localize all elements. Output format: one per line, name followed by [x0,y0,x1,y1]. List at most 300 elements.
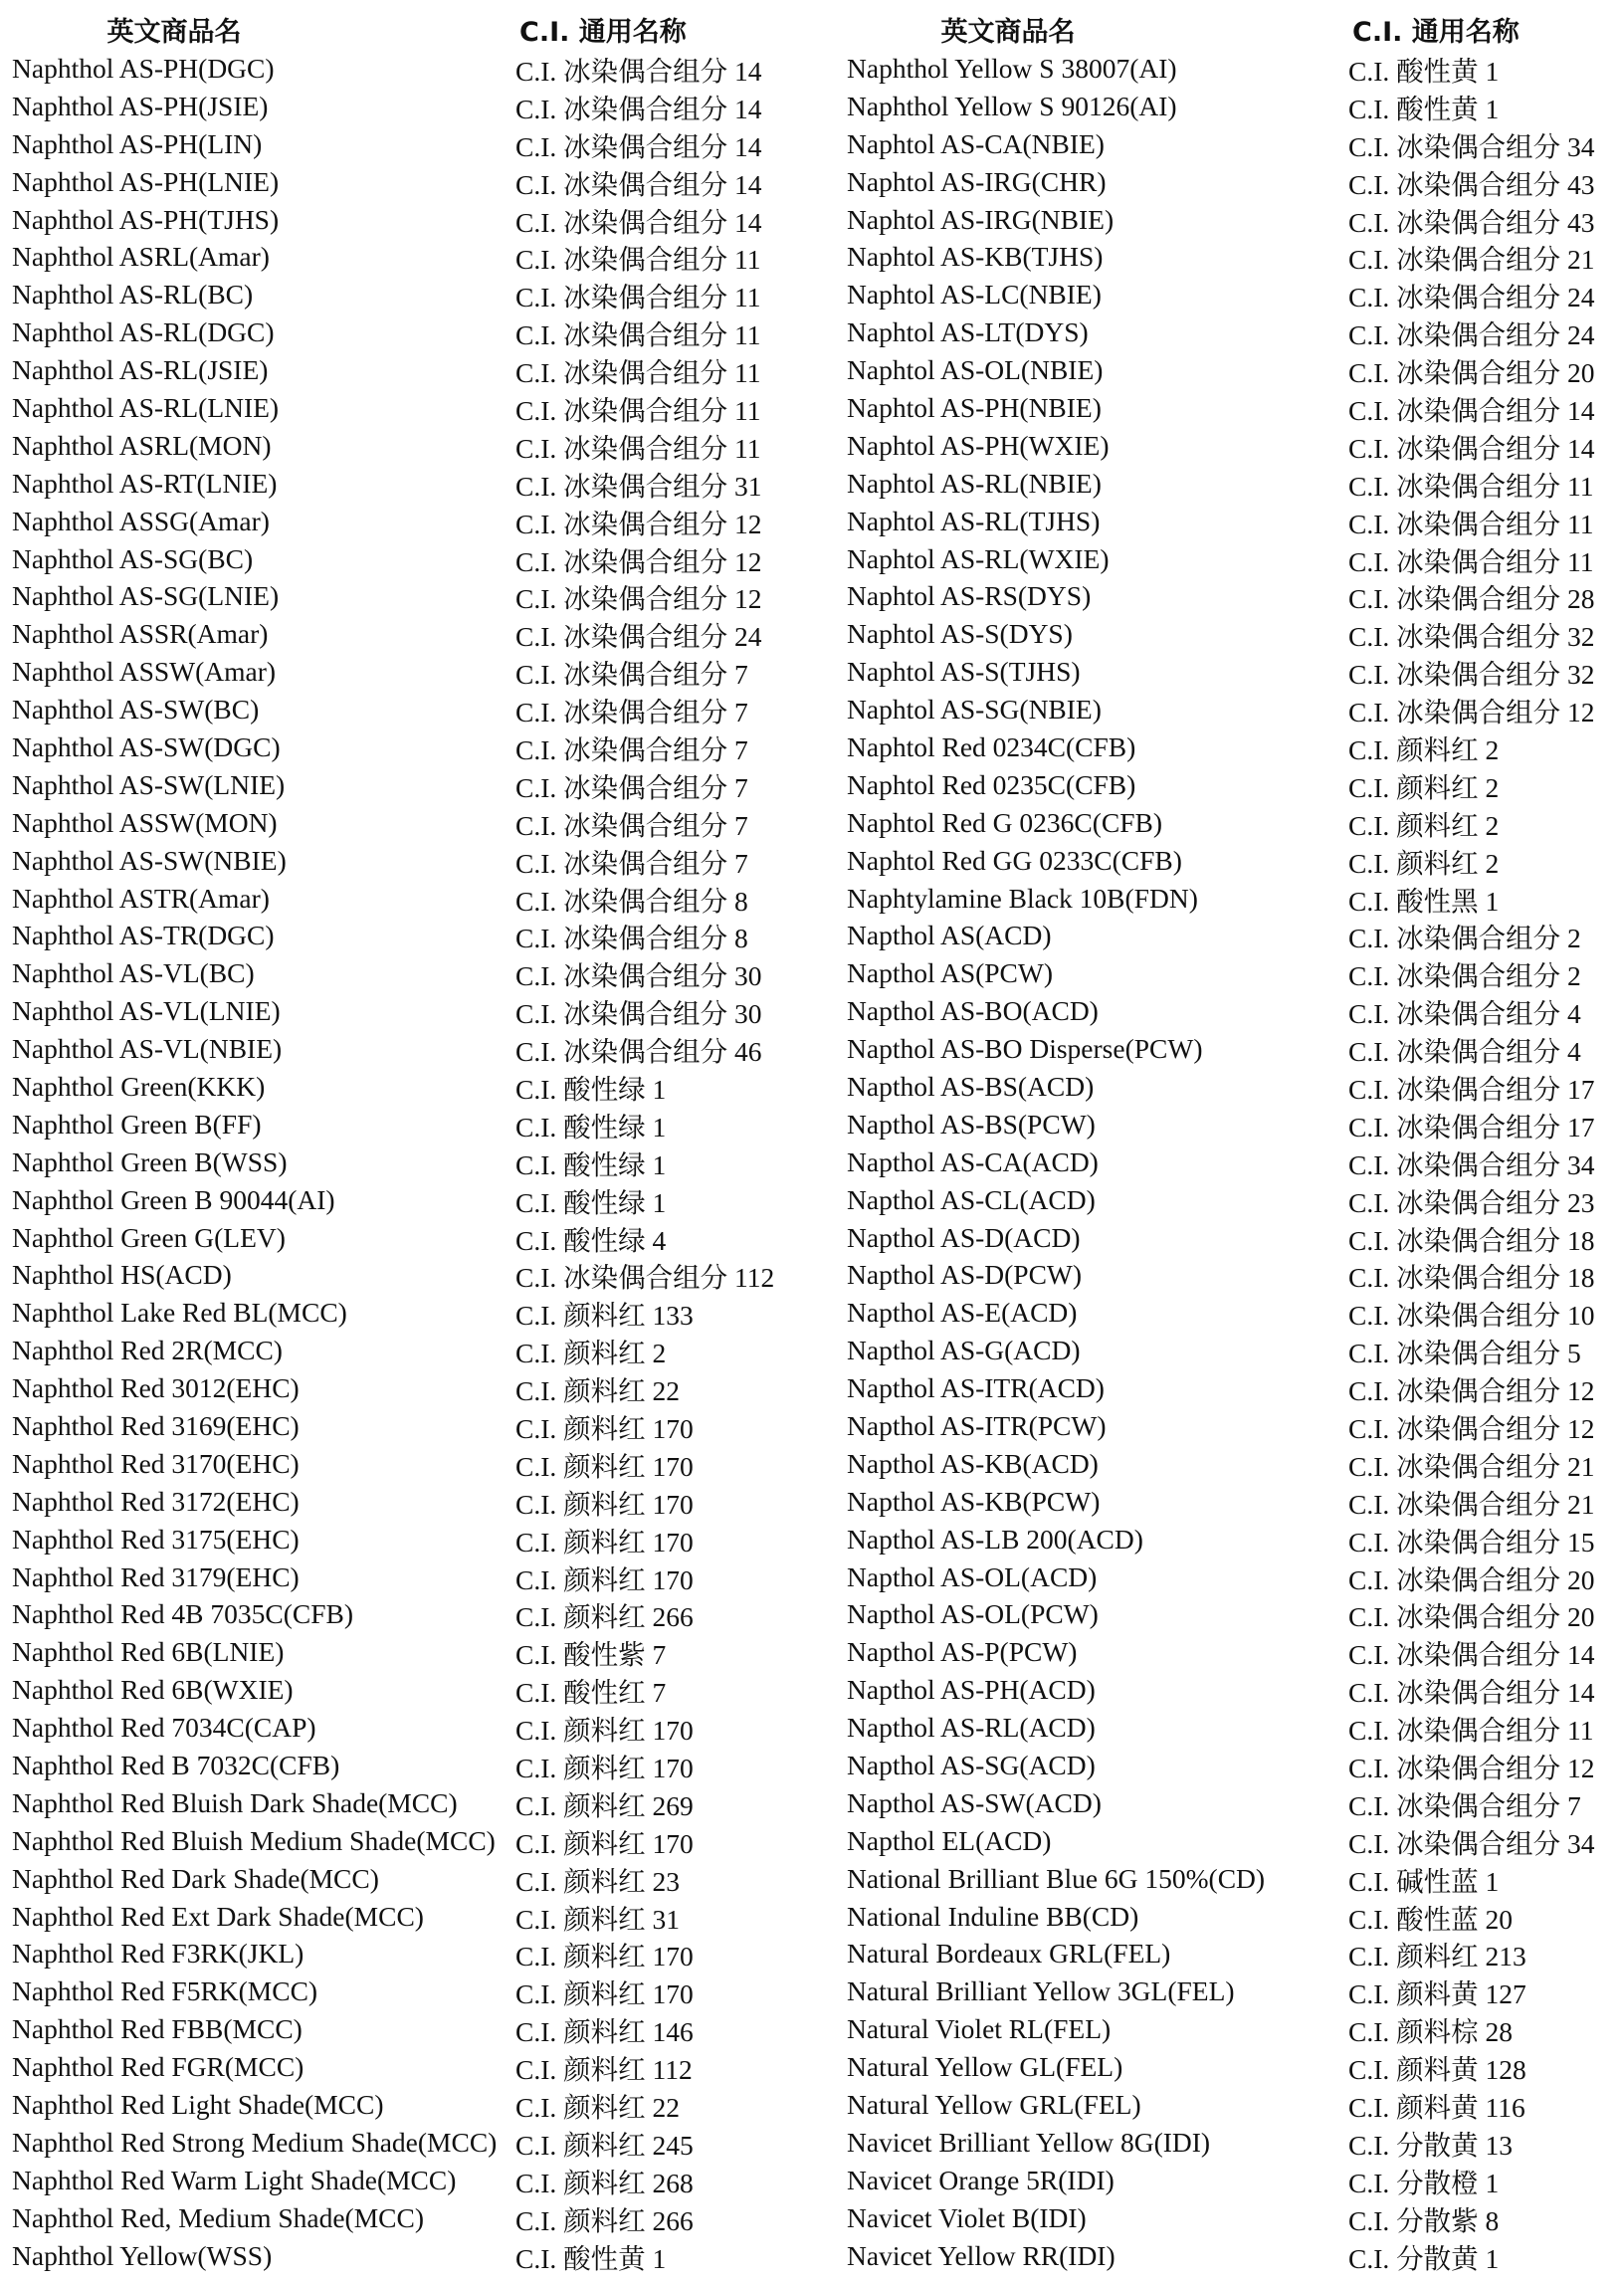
table-row [847,1709,1618,1747]
table-row [847,1596,1618,1634]
table-row [12,1294,838,1332]
table-row [12,2048,838,2086]
ci-name-cell: C.I. 颜料黄 116 [1348,2092,1525,2124]
table-row [847,1860,1618,1898]
ci-name-cell: C.I. 颜料红 170 [515,1827,694,1859]
ci-name-cell: C.I. 冰染偶合组分 11 [1348,545,1594,577]
trade-name-cell: Naphtol AS-RL(TJHS) [847,505,1101,536]
table-row [847,465,1618,503]
trade-name-cell: Naphtol AS-PH(NBIE) [847,391,1102,423]
trade-name-cell: Naphthol Red 2R(MCC) [12,1335,283,1366]
trade-name-cell: Naphthol Red F3RK(JKL) [12,1938,304,1970]
ci-name-cell: C.I. 冰染偶合组分 14 [1348,394,1595,426]
table-row [847,1633,1618,1671]
table-row [847,1407,1618,1445]
trade-name-cell: Naphthol Yellow S 90126(AI) [847,90,1177,121]
ci-name-cell: C.I. 冰染偶合组分 18 [1348,1224,1595,1256]
table-row [12,691,838,728]
trade-name-cell: Napthol AS-G(ACD) [847,1335,1081,1366]
table-row [12,1898,838,1936]
trade-name-cell: Naphthol Red Warm Light Shade(MCC) [12,2164,457,2195]
trade-name-cell: Naphthol Red Strong Medium Shade(MCC) [12,2126,498,2158]
table-row [12,615,838,653]
trade-name-cell: Naphthol ASRL(Amar) [12,241,270,273]
ci-name-cell: C.I. 冰染偶合组分 15 [1348,1526,1595,1557]
trade-name-cell: Napthol AS-PH(ACD) [847,1674,1096,1706]
ci-name-cell: C.I. 冰染偶合组分 4 [1348,1036,1581,1068]
ci-name-cell: C.I. 冰染偶合组分 20 [1348,357,1595,389]
trade-name-cell: Naphthol AS-PH(LNIE) [12,165,280,197]
trade-name-cell: Naphthol Green B(FF) [12,1108,262,1140]
ci-name-cell: C.I. 冰染偶合组分 32 [1348,621,1595,653]
trade-name-cell: Naphthol Red F5RK(MCC) [12,1975,318,2007]
ci-name-cell: C.I. 冰染偶合组分 24 [1348,282,1595,313]
ci-name-cell: C.I. 颜料红 170 [515,1941,694,1973]
trade-name-cell: Napthol AS-RL(ACD) [847,1712,1096,1744]
ci-name-cell: C.I. 颜料红 22 [515,2092,680,2124]
trade-name-cell: Naphthol AS-PH(LIN) [12,127,263,159]
table-row [12,842,838,880]
table-row [847,50,1618,88]
trade-name-cell: Naphtol AS-KB(TJHS) [847,241,1104,273]
table-row [12,1483,838,1521]
left-column [12,8,838,2275]
ci-name-cell: C.I. 颜料红 23 [515,1865,680,1897]
table-row [847,1558,1618,1596]
trade-name-cell: Napthol AS-OL(PCW) [847,1598,1099,1630]
trade-name-cell: Naphthol Yellow(WSS) [12,2239,273,2271]
trade-name-cell: Natural Yellow GL(FEL) [847,2051,1123,2083]
ci-name-cell: C.I. 冰染偶合组分 7 [515,771,748,803]
trade-name-cell: Napthol AS-CL(ACD) [847,1183,1096,1215]
trade-name-cell: Naphthol AS-RL(JSIE) [12,354,269,386]
table-row [12,2162,838,2199]
table-row [12,1445,838,1483]
ci-name-cell: C.I. 冰染偶合组分 34 [1348,1148,1595,1180]
trade-name-cell: Naphtol AS-RS(DYS) [847,580,1092,612]
ci-name-cell: C.I. 颜料红 2 [1348,847,1500,879]
ci-name-cell: C.I. 颜料黄 128 [1348,2054,1526,2086]
ci-name-cell: C.I. 冰染偶合组分 4 [1348,998,1581,1030]
trade-name-cell: Naphtol AS-OL(NBIE) [847,354,1104,386]
table-row [12,2086,838,2124]
ci-name-cell: C.I. 颜料红 2 [1348,809,1500,841]
trade-name-cell: Napthol AS-BS(ACD) [847,1070,1095,1102]
trade-name-cell: Naphthol Red 6B(LNIE) [12,1636,285,1668]
trade-name-cell: Naphthol AS-SG(LNIE) [12,580,280,612]
ci-name-cell: C.I. 颜料红 266 [515,1601,694,1633]
ci-name-cell: C.I. 冰染偶合组分 7 [515,847,748,879]
table-row [847,540,1618,578]
table-row [12,465,838,503]
table-row [12,1973,838,2010]
trade-name-cell: Naphthol AS-RL(LNIE) [12,391,280,423]
trade-name-cell: Naphthol ASSW(MON) [12,806,278,838]
trade-name-cell: Naphtylamine Black 10B(FDN) [847,882,1198,914]
ci-name-cell: C.I. 冰染偶合组分 2 [1348,923,1581,954]
trade-name-cell: Naphthol Red B 7032C(CFB) [12,1750,340,1781]
trade-name-cell: Naphthol AS-RL(BC) [12,279,254,311]
trade-name-cell: Navicet Violet B(IDI) [847,2201,1087,2233]
trade-name-cell: Napthol AS-P(PCW) [847,1636,1078,1668]
ci-name-cell: C.I. 颜料红 266 [515,2204,694,2236]
trade-name-cell: Naphthol ASRL(MON) [12,429,272,461]
table-row [12,1521,838,1558]
trade-name-cell: Napthol AS-E(ACD) [847,1297,1078,1329]
table-row [847,880,1618,918]
ci-name-cell: C.I. 冰染偶合组分 21 [1348,1488,1595,1520]
table-row [847,1747,1618,1784]
table-row [12,992,838,1030]
trade-name-cell: Napthol EL(ACD) [847,1824,1052,1856]
table-row [847,653,1618,691]
table-row [12,1407,838,1445]
ci-name-cell: C.I. 冰染偶合组分 12 [1348,1375,1595,1407]
trade-name-cell: Napthol AS-D(ACD) [847,1221,1081,1253]
table-row [847,125,1618,163]
ci-name-cell: C.I. 冰染偶合组分 21 [1348,1450,1595,1482]
ci-name-cell: C.I. 冰染偶合组分 14 [1348,432,1595,464]
table-row [847,766,1618,804]
trade-name-cell: Naphtol AS-LT(DYS) [847,316,1089,348]
table-row [12,2124,838,2162]
ci-name-cell: C.I. 冰染偶合组分 11 [1348,1715,1594,1747]
ci-name-cell: C.I. 颜料红 112 [515,2054,693,2086]
trade-name-cell: Naphthol Red 3169(EHC) [12,1410,300,1441]
trade-name-cell: Navicet Yellow RR(IDI) [847,2239,1116,2271]
ci-name-cell: C.I. 冰染偶合组分 112 [515,1262,775,1294]
ci-name-cell: C.I. 冰染偶合组分 30 [515,998,762,1030]
trade-name-cell: Navicet Orange 5R(IDI) [847,2164,1115,2195]
table-row [12,1784,838,1822]
ci-name-cell: C.I. 颜料红 2 [515,1338,667,1369]
table-row [12,503,838,540]
ci-name-cell: C.I. 酸性绿 1 [515,1074,667,1105]
ci-name-cell: C.I. 颜料红 245 [515,2129,694,2161]
table-row [847,1332,1618,1369]
trade-name-cell: Napthol AS(PCW) [847,957,1054,989]
table-row [12,2199,838,2237]
ci-name-cell: C.I. 酸性蓝 20 [1348,1903,1513,1935]
trade-name-cell: Naphtol AS-PH(WXIE) [847,429,1110,461]
table-row [847,1106,1618,1143]
ci-name-cell: C.I. 冰染偶合组分 11 [515,282,761,313]
table-row [847,1068,1618,1106]
ci-name-cell: C.I. 酸性黄 1 [515,2242,667,2274]
table-row [12,201,838,239]
ci-name-cell: C.I. 冰染偶合组分 7 [515,733,748,765]
table-row [12,917,838,954]
trade-name-cell: Naphthol ASSW(Amar) [12,656,277,688]
table-row [12,1257,838,1295]
trade-name-cell: Naphthol Red Ext Dark Shade(MCC) [12,1900,424,1932]
trade-name-cell: Naphtol Red 0234C(CFB) [847,730,1136,762]
ci-name-cell: C.I. 冰染偶合组分 24 [1348,319,1595,351]
ci-name-cell: C.I. 冰染偶合组分 14 [515,206,762,238]
trade-name-cell: Naphthol AS-PH(TJHS) [12,203,280,235]
table-row [12,163,838,201]
trade-name-cell: Naphthol AS-SW(DGC) [12,730,281,762]
ci-name-cell: C.I. 颜料红 133 [515,1300,694,1332]
table-row [12,1369,838,1407]
ci-name-cell: C.I. 冰染偶合组分 14 [515,55,762,87]
trade-name-cell: Napthol AS-D(PCW) [847,1259,1083,1291]
ci-name-cell: C.I. 颜料红 170 [515,1715,694,1747]
trade-name-cell: Natural Bordeaux GRL(FEL) [847,1938,1171,1970]
table-row [12,766,838,804]
table-row [847,1181,1618,1219]
ci-name-cell: C.I. 冰染偶合组分 11 [515,357,761,389]
trade-name-cell: Naphthol Red 4B 7035C(CFB) [12,1598,353,1630]
ci-name-cell: C.I. 冰染偶合组分 14 [515,93,762,124]
trade-name-cell: Napthol AS-SG(ACD) [847,1750,1096,1781]
ci-name-cell: C.I. 冰染偶合组分 7 [1348,1789,1581,1821]
trade-name-cell: Napthol AS-BS(PCW) [847,1108,1096,1140]
ci-name-cell: C.I. 冰染偶合组分 12 [515,508,762,539]
ci-name-cell: C.I. 颜料红 2 [1348,771,1500,803]
table-row [12,1633,838,1671]
trade-name-cell: Naphthol Red 3179(EHC) [12,1560,300,1592]
table-row [847,201,1618,239]
table-row [12,1596,838,1634]
ci-name-cell: C.I. 冰染偶合组分 17 [1348,1111,1595,1142]
trade-name-cell: Napthol AS-BO(ACD) [847,995,1099,1027]
table-row [847,1784,1618,1822]
table-row [847,615,1618,653]
trade-name-cell: Napthol AS-ITR(PCW) [847,1410,1107,1441]
table-row [12,1822,838,1860]
trade-name-cell: Naphthol AS-VL(BC) [12,957,255,989]
trade-name-cell: Naphtol AS-SG(NBIE) [847,694,1102,726]
ci-name-cell: C.I. 颜料红 170 [515,1753,694,1784]
trade-name-cell: Naphtol Red G 0236C(CFB) [847,806,1163,838]
table-row [847,276,1618,313]
trade-name-cell: Navicet Brilliant Yellow 8G(IDI) [847,2126,1211,2158]
trade-name-cell: Napthol AS-LB 200(ACD) [847,1523,1143,1555]
table-row [847,503,1618,540]
ci-name-cell: C.I. 颜料红 170 [515,1978,694,2010]
trade-name-cell: Napthol AS-KB(ACD) [847,1447,1099,1479]
table-row [847,1822,1618,1860]
ci-name-cell: C.I. 颜料红 170 [515,1526,694,1557]
table-row [847,804,1618,842]
table-row [847,1369,1618,1407]
table-row [847,2010,1618,2048]
ci-name-cell: C.I. 冰染偶合组分 14 [515,130,762,162]
table-row [12,2237,838,2275]
ci-name-cell: C.I. 冰染偶合组分 34 [1348,1827,1595,1859]
trade-name-cell: Naphthol Red 3170(EHC) [12,1447,300,1479]
table-row [847,163,1618,201]
ci-name-cell: C.I. 碱性蓝 1 [1348,1865,1500,1897]
table-row [12,50,838,88]
table-row [847,2162,1618,2199]
trade-name-cell: Naphtol AS-IRG(NBIE) [847,203,1115,235]
trade-name-cell: Naphthol Red 7034C(CAP) [12,1712,316,1744]
trade-name-cell: Natural Yellow GRL(FEL) [847,2089,1141,2121]
table-row [12,1068,838,1106]
ci-name-cell: C.I. 酸性绿 4 [515,1224,667,1256]
trade-name-cell: Naphthol Lake Red BL(MCC) [12,1297,347,1329]
trade-name-cell: Naphtol AS-S(TJHS) [847,656,1081,688]
trade-name-cell: Natural Violet RL(FEL) [847,2013,1112,2045]
trade-name-cell: National Induline BB(CD) [847,1900,1139,1932]
trade-name-cell: Naphthol AS-RL(DGC) [12,316,275,348]
trade-name-cell: Naphthol ASTR(Amar) [12,882,270,914]
ci-name-cell: C.I. 冰染偶合组分 43 [1348,168,1595,200]
trade-name-cell: Naphthol Red 3172(EHC) [12,1485,300,1517]
trade-name-cell: Naphthol ASSG(Amar) [12,505,270,536]
table-row [12,1671,838,1709]
trade-name-cell: Naphthol Red Dark Shade(MCC) [12,1862,379,1894]
table-row [12,125,838,163]
table-row [847,842,1618,880]
trade-name-cell: Naphthol AS-TR(DGC) [12,920,275,951]
table-row [12,1747,838,1784]
ci-name-cell: C.I. 冰染偶合组分 14 [515,168,762,200]
ci-name-cell: C.I. 冰染偶合组分 11 [515,432,761,464]
table-row [847,2237,1618,2275]
trade-name-cell: Napthol AS(ACD) [847,920,1052,951]
ci-name-cell: C.I. 颜料黄 127 [1348,1978,1526,2010]
table-row [12,1860,838,1898]
ci-name-cell: C.I. 冰染偶合组分 11 [515,319,761,351]
ci-name-cell: C.I. 冰染偶合组分 23 [1348,1186,1595,1218]
ci-name-cell: C.I. 颜料红 170 [515,1488,694,1520]
table-row [847,1671,1618,1709]
trade-name-cell: Naphthol AS-VL(LNIE) [12,995,281,1027]
trade-name-cell: Naphtol AS-CA(NBIE) [847,127,1105,159]
ci-name-cell: C.I. 酸性绿 1 [515,1148,667,1180]
ci-name-cell: C.I. 冰染偶合组分 17 [1348,1074,1595,1105]
table-row [847,691,1618,728]
table-row [847,1483,1618,1521]
table-row [847,577,1618,615]
trade-name-cell: Naphthol AS-PH(DGC) [12,52,275,84]
ci-name-cell: C.I. 冰染偶合组分 12 [515,545,762,577]
ci-name-cell: C.I. 颜料红 22 [515,1375,680,1407]
trade-name-cell: Naphthol Red FGR(MCC) [12,2051,304,2083]
ci-name-cell: C.I. 酸性黄 1 [1348,93,1500,124]
table-row [12,1106,838,1143]
table-row [12,1558,838,1596]
ci-name-cell: C.I. 颜料棕 28 [1348,2016,1513,2048]
right-header-ci-name: C.I. 通用名称 [1352,16,1520,48]
trade-name-cell: Naphtol AS-RL(NBIE) [847,467,1102,499]
left-header-trade-name: 英文商品名 [106,16,242,48]
table-row [12,880,838,918]
trade-name-cell: Naphtol AS-LC(NBIE) [847,279,1102,311]
ci-name-cell: C.I. 冰染偶合组分 12 [1348,1753,1595,1784]
trade-name-cell: Napthol AS-OL(ACD) [847,1560,1098,1592]
ci-name-cell: C.I. 冰染偶合组分 18 [1348,1262,1595,1294]
right-header-trade-name: 英文商品名 [940,16,1076,48]
trade-name-cell: Naphthol AS-SW(NBIE) [12,844,287,876]
table-row [12,577,838,615]
trade-name-cell: Naphthol Red FBB(MCC) [12,2013,303,2045]
table-row [847,1294,1618,1332]
trade-name-cell: Naphtol AS-RL(WXIE) [847,542,1110,574]
trade-name-cell: Naphthol AS-SW(BC) [12,694,260,726]
trade-name-cell: Naphthol Red, Medium Shade(MCC) [12,2201,424,2233]
ci-name-cell: C.I. 冰染偶合组分 32 [1348,659,1595,691]
ci-name-cell: C.I. 颜料红 146 [515,2016,694,2048]
ci-name-cell: C.I. 冰染偶合组分 21 [1348,244,1595,276]
trade-name-cell: Naphthol Yellow S 38007(AI) [847,52,1177,84]
ci-name-cell: C.I. 冰染偶合组分 34 [1348,130,1595,162]
ci-name-cell: C.I. 冰染偶合组分 11 [515,244,761,276]
ci-name-cell: C.I. 冰染偶合组分 30 [515,960,762,992]
ci-name-cell: C.I. 冰染偶合组分 10 [1348,1300,1595,1332]
ci-name-cell: C.I. 冰染偶合组分 8 [515,923,748,954]
trade-name-cell: Naphthol AS-SG(BC) [12,542,254,574]
ci-name-cell: C.I. 冰染偶合组分 7 [515,809,748,841]
ci-name-cell: C.I. 颜料红 170 [515,1450,694,1482]
ci-name-cell: C.I. 分散黄 13 [1348,2129,1513,2161]
ci-name-cell: C.I. 冰染偶合组分 8 [515,885,748,917]
table-row [12,1332,838,1369]
table-row [847,1936,1618,1973]
trade-name-cell: Naphthol ASSR(Amar) [12,618,269,650]
ci-name-cell: C.I. 冰染偶合组分 2 [1348,960,1581,992]
table-row [847,238,1618,276]
table-row [12,238,838,276]
ci-name-cell: C.I. 酸性绿 1 [515,1111,667,1142]
table-row [847,1521,1618,1558]
table-row [847,1030,1618,1068]
table-row [12,954,838,992]
table-row [847,2124,1618,2162]
ci-name-cell: C.I. 冰染偶合组分 20 [1348,1563,1595,1595]
trade-name-cell: Naphthol AS-PH(JSIE) [12,90,269,121]
ci-name-cell: C.I. 冰染偶合组分 12 [1348,697,1595,728]
table-row [12,2010,838,2048]
trade-name-cell: Naphthol Green B 90044(AI) [12,1183,335,1215]
ci-name-cell: C.I. 酸性紫 7 [515,1639,667,1671]
right-column [847,8,1618,2275]
trade-name-cell: Naphthol Green G(LEV) [12,1221,286,1253]
table-row [847,728,1618,766]
trade-name-cell: Napthol AS-KB(PCW) [847,1485,1101,1517]
table-row [847,351,1618,389]
table-row [12,427,838,465]
table-row [847,1219,1618,1257]
ci-name-cell: C.I. 冰染偶合组分 11 [1348,470,1594,502]
table-row [847,88,1618,125]
ci-name-cell: C.I. 颜料红 170 [515,1413,694,1445]
ci-name-cell: C.I. 冰染偶合组分 31 [515,470,762,502]
ci-name-cell: C.I. 冰染偶合组分 20 [1348,1601,1595,1633]
ci-name-cell: C.I. 冰染偶合组分 5 [1348,1338,1581,1369]
table-row [12,728,838,766]
table-row [12,313,838,351]
trade-name-cell: Napthol AS-SW(ACD) [847,1786,1102,1818]
table-row [12,1709,838,1747]
table-row [847,992,1618,1030]
trade-name-cell: Naphtol AS-S(DYS) [847,618,1073,650]
trade-name-cell: Naphthol Red Light Shade(MCC) [12,2089,384,2121]
ci-name-cell: C.I. 冰染偶合组分 11 [515,394,761,426]
ci-name-cell: C.I. 分散黄 1 [1348,2242,1500,2274]
ci-name-cell: C.I. 酸性黄 1 [1348,55,1500,87]
trade-name-cell: Naphthol Red 3175(EHC) [12,1523,300,1555]
ci-name-cell: C.I. 冰染偶合组分 12 [1348,1413,1595,1445]
trade-name-cell: Naphthol AS-VL(NBIE) [12,1033,283,1065]
table-row [847,1257,1618,1295]
ci-name-cell: C.I. 颜料红 269 [515,1789,694,1821]
ci-name-cell: C.I. 冰染偶合组分 14 [1348,1677,1595,1709]
trade-name-cell: Naphthol Green(KKK) [12,1070,266,1102]
